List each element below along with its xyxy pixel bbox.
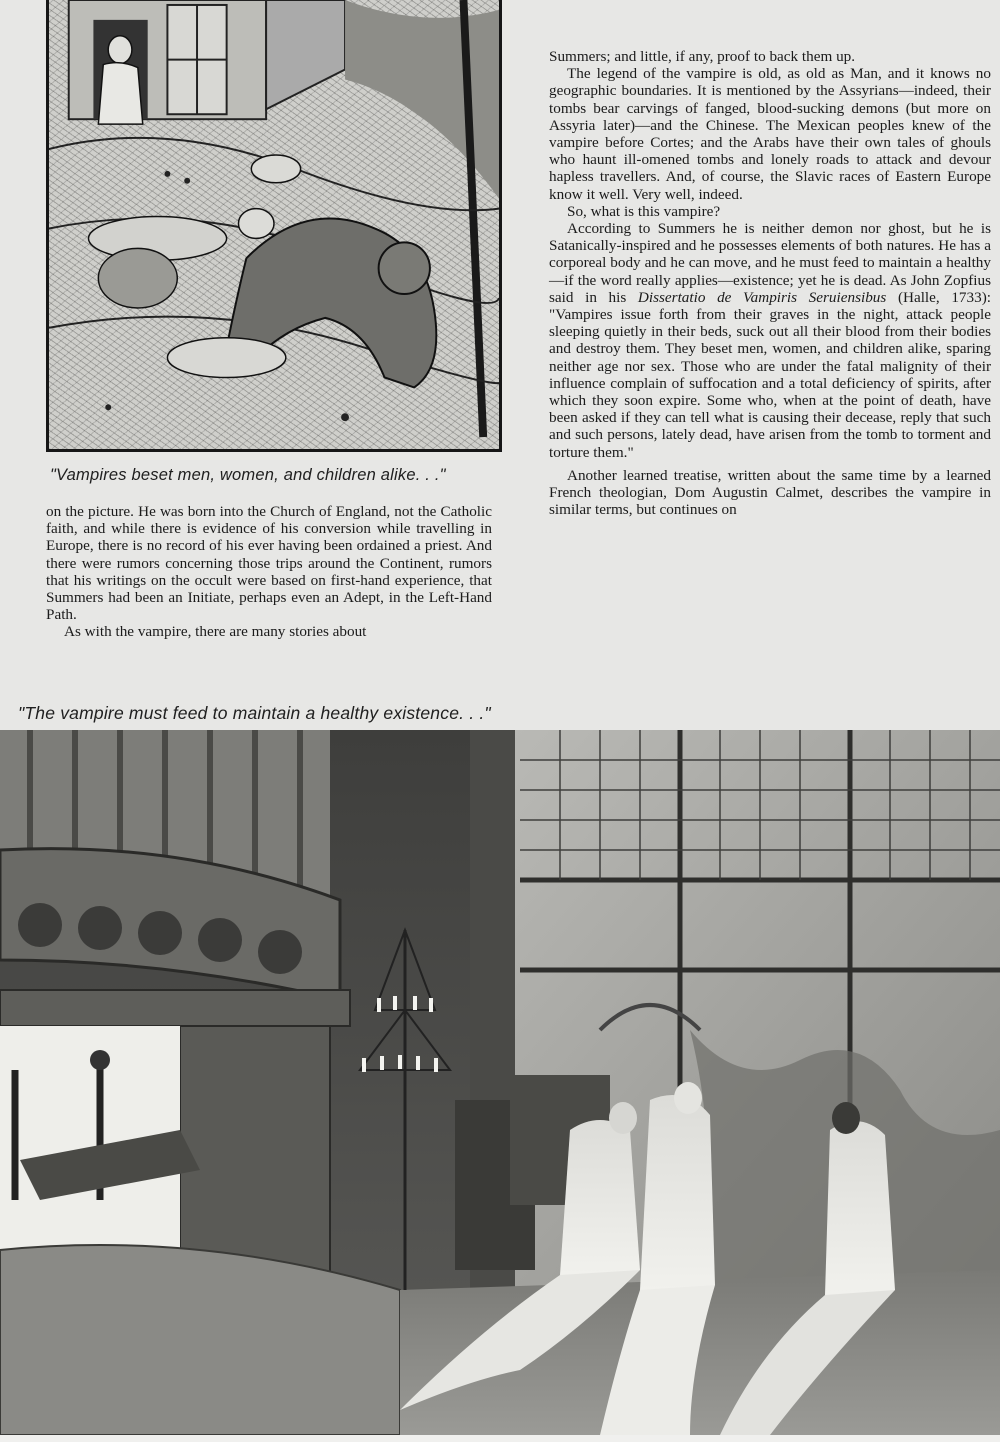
text-span: According to Summers he is neither demon nor ghost, but he is Satanically-inspired and he possesses elements of both natures. He has a corporeal body and he can move, and he must feed to maintain a healthy—if the word really applies—existence; yet he is dead. As John Zopfius said in his bbox=[549, 220, 991, 306]
left-text-column bbox=[46, 503, 492, 641]
woodcut-illustration bbox=[46, 0, 502, 452]
right-paragraph: The legend of the vampire is old, as old as Man, and it knows no geographic boundaries. It is mentioned by the Assyrians—indeed, their tombs bear carvings of fanged, blood-sucking demons (but more on Assyria later)—and the Chinese. The Mexican peoples knew of the vampire before Cortes; and the Arabs have their own tales of ghouls who haunt ill-omened tombs and lonely roads to attack and devour hapless travellers. And, of course, the Slavic races of Eastern Europe know it well. Very well, indeed. bbox=[549, 65, 991, 203]
right-paragraph: Another learned treatise, written about the same time by a learned French theologian, Dom Augustin Calmet, describes the vampire in similar terms, but continues on bbox=[549, 466, 991, 519]
right-paragraph: So, what is this vampire? bbox=[567, 202, 721, 220]
right-paragraph: Summers; and little, if any, proof to back them up. bbox=[549, 48, 856, 65]
film-still-photo bbox=[0, 730, 1000, 1435]
page-bottom-edge bbox=[0, 1435, 1000, 1442]
text-span: (Halle, 1733): "Vampires issue forth from their graves in the night, attack people sleeping quietly in their beds, suck out all their blood from their bodies and destroy them. They beset men, women, and children alike, sparing neither age nor sex. Those who are under the fatal malignity of their influence complain of suffocation and a total deficiency of spirits, after which they soon expire. Some who, when at the point of death, have been asked if they can tell what is causing their decease, reply that such and such persons, lately dead, have arisen from the tomb to torment and torture them." bbox=[549, 288, 991, 461]
right-paragraph bbox=[549, 220, 991, 461]
book-title: Dissertatio de Vampiris Seruiensibus bbox=[637, 288, 887, 306]
woodcut-caption: "Vampires beset men, women, and children alike. . ." bbox=[50, 466, 446, 484]
left-paragraph: As with the vampire, there are many stories about bbox=[64, 623, 367, 641]
left-paragraph: on the picture. He was born into the Church of England, not the Catholic faith, and while there is evidence of his conversion while travelling in Europe, there is no record of his ever having been ordained a priest. And there were rumors concerning those trips around the Continent, rumors that his writings on the occult were based on first-hand experience, that Summers had been an Initiate, perhaps even an Adept, in the Left-Hand Path. bbox=[46, 503, 492, 624]
still-caption: "The vampire must feed to maintain a healthy existence. . ." bbox=[18, 703, 491, 723]
right-text-column bbox=[549, 48, 991, 518]
